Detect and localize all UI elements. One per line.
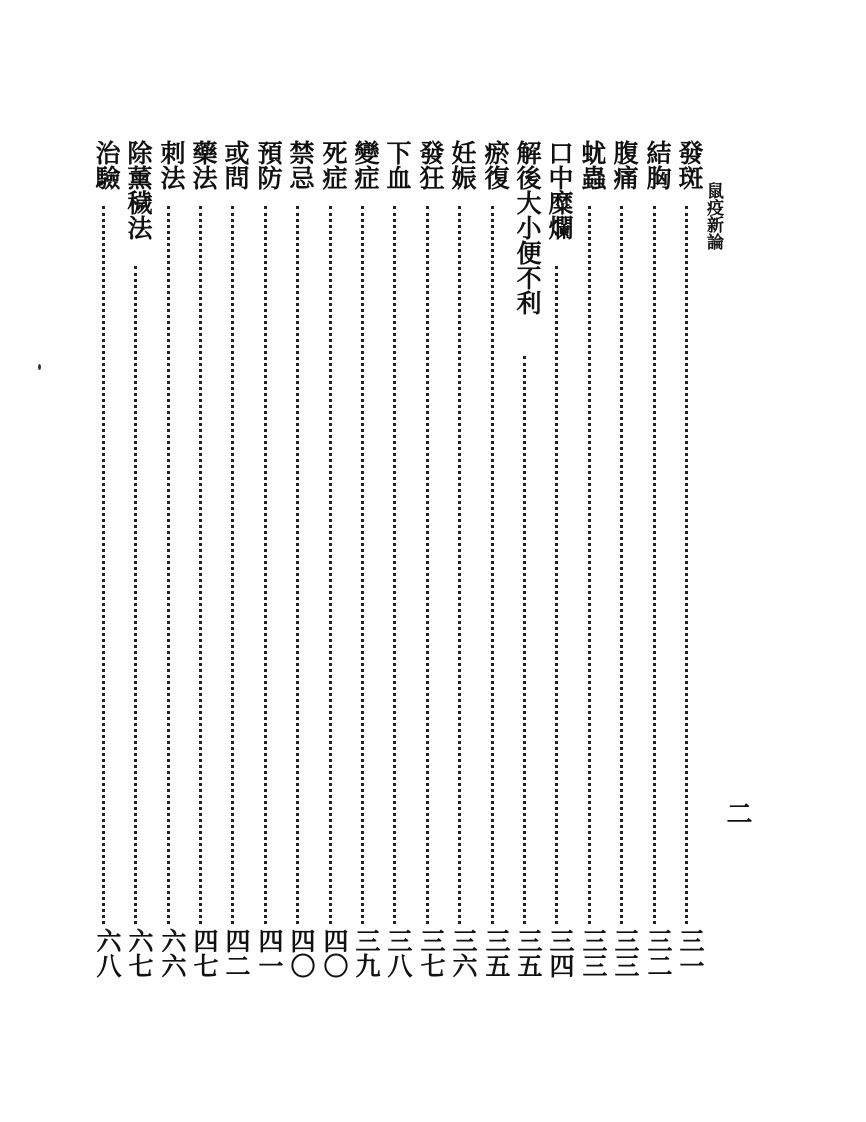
entry-page-number: 六七: [125, 928, 154, 978]
dot-leader: [620, 206, 623, 924]
entry-page-number: 四〇: [287, 928, 316, 978]
toc-entry[interactable]: [381, 140, 411, 998]
entry-page-number: 三七: [417, 928, 446, 978]
entry-page-number: 三五: [482, 928, 511, 978]
toc-entry[interactable]: [187, 140, 217, 998]
entry-title: 治驗: [92, 140, 121, 190]
entry-title: 瘀復: [481, 140, 510, 190]
dot-leader: [264, 206, 267, 924]
dot-leader: [361, 206, 364, 924]
entry-title: 發狂: [416, 140, 445, 190]
entry-title: 口中糜爛: [545, 140, 574, 240]
dot-leader: [167, 206, 170, 924]
toc-entry[interactable]: [252, 140, 282, 998]
toc-entry[interactable]: [479, 140, 509, 998]
entry-page-number: 三八: [384, 928, 413, 978]
entry-title: 變症: [351, 140, 380, 190]
entry-title: 腹痛: [610, 140, 639, 190]
entry-page-number: 三三: [579, 928, 608, 978]
toc-entry[interactable]: [414, 140, 444, 998]
entry-title: 發斑: [675, 140, 704, 190]
entry-page-number: 三二: [644, 928, 673, 978]
toc-entry[interactable]: [155, 140, 185, 998]
toc-entry[interactable]: [576, 140, 606, 998]
page-number: 二: [722, 800, 752, 826]
toc-entry[interactable]: [90, 140, 120, 998]
running-title: 鼠疫新論: [703, 182, 723, 250]
entry-page-number: 三一: [676, 928, 705, 978]
entry-title: 妊娠: [448, 140, 477, 190]
toc-entry[interactable]: [219, 140, 249, 998]
dot-leader: [296, 206, 299, 924]
dot-leader: [102, 206, 105, 924]
toc-entry[interactable]: [349, 140, 379, 998]
dot-leader: [685, 206, 688, 924]
entry-title: 蚘蟲: [578, 140, 607, 190]
dot-leader: [588, 206, 591, 924]
entry-title: 死症: [319, 140, 348, 190]
toc-entry[interactable]: [446, 140, 476, 998]
entry-title: 或問: [221, 140, 250, 190]
toc-entry[interactable]: [608, 140, 638, 998]
entry-page-number: 四一: [255, 928, 284, 978]
toc-entry[interactable]: [641, 140, 671, 998]
dot-leader: [231, 206, 234, 924]
dot-leader: [555, 266, 558, 924]
toc-entry[interactable]: [673, 140, 703, 998]
entry-title: 預防: [254, 140, 283, 190]
toc-entry[interactable]: [317, 140, 347, 998]
entry-title: 禁忌: [286, 140, 315, 190]
entry-page-number: 四二: [222, 928, 251, 978]
toc-entry[interactable]: [284, 140, 314, 998]
toc-entry[interactable]: [122, 140, 152, 998]
print-speck: [38, 364, 41, 370]
entry-title: 藥法: [189, 140, 218, 190]
dot-leader: [393, 206, 396, 924]
dot-leader: [199, 206, 202, 924]
dot-leader: [426, 206, 429, 924]
entry-title: 刺法: [157, 140, 186, 190]
entry-title: 下血: [383, 140, 412, 190]
dot-leader: [523, 356, 526, 924]
dot-leader: [458, 206, 461, 924]
entry-page-number: 六八: [93, 928, 122, 978]
entry-title: 除薰穢法: [124, 140, 153, 240]
entry-page-number: 四〇: [320, 928, 349, 978]
entry-page-number: 六六: [158, 928, 187, 978]
entry-page-number: 三四: [546, 928, 575, 978]
toc-entry[interactable]: [543, 140, 573, 998]
entry-page-number: 三九: [352, 928, 381, 978]
dot-leader: [134, 266, 137, 924]
dot-leader: [653, 206, 656, 924]
entry-page-number: 三三: [611, 928, 640, 978]
entry-title: 結胸: [643, 140, 672, 190]
entry-title: 解後大小便不利: [513, 140, 542, 315]
dot-leader: [329, 206, 332, 924]
dot-leader: [491, 206, 494, 924]
entry-page-number: 四七: [190, 928, 219, 978]
entry-page-number: 三六: [449, 928, 478, 978]
entry-page-number: 三五: [514, 928, 543, 978]
toc-entry[interactable]: [511, 140, 541, 998]
